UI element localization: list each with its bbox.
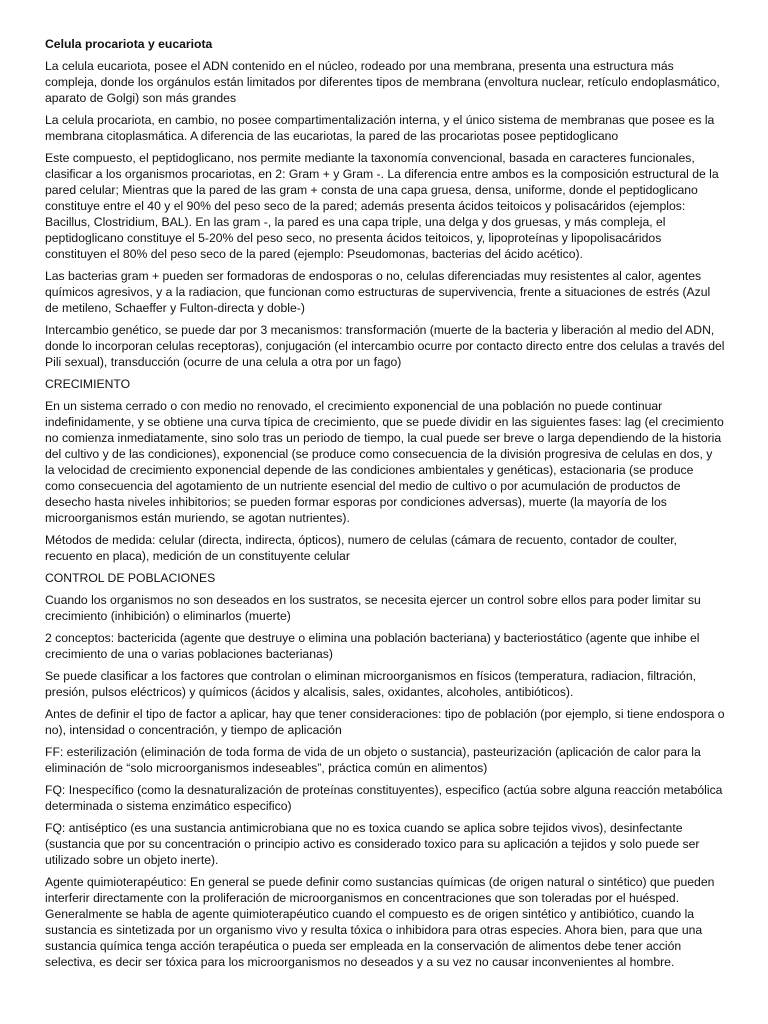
paragraph-peptidoglicano: Este compuesto, el peptidoglicano, nos permite mediante la taxonomía convencional, basada en caracteres funcionales, clasificar a los organismos procariotas, en 2: Gram + y Gram -. La diferencia entre ambos es la composición estructural de la pared celular; Mientras que la pared de las gram + consta de una capa gruesa, densa, uniforme, donde el peptidoglicano constituye entre el 40 y el 90% del peso seco de la pared; además presenta ácidos teitoicos y polisacáridos (ejemplos: Bacillus, Clostridium, BAL). En las gram -, la pared es una capa triple, una delga y dos gruesas, y más compleja, el peptidoglicano constituye el 5-20% del peso seco, no presenta ácidos teitoicos, y, lipoproteínas y lipopolisacáridos constituyen el 80% del peso seco de la pared (ejemplo: Pseudomonas, bacterias del ácido acético).: [45, 151, 719, 261]
paragraph-ff: FF: esterilización (eliminación de toda forma de vida de un objeto o sustancia), pasteurización (aplicación de calor para la eliminación de “solo microorganismos indeseables”, práctica común en alimentos): [45, 745, 701, 775]
paragraph-procariota: La celula procariota, en cambio, no posee compartimentalización interna, y el único sistema de membranas que posee es la membrana citoplasmática. A diferencia de las eucariotas, la pared de las procariotas posee peptidoglicano: [45, 113, 715, 143]
paragraph-consideraciones: Antes de definir el tipo de factor a aplicar, hay que tener consideraciones: tipo de población (por ejemplo, si tiene endospora o no), intensidad o concentración, y tiempo de aplicación: [45, 707, 725, 737]
paragraph-clasificacion-factores: Se puede clasificar a los factores que controlan o eliminan microorganismos en físicos (temperatura, radiacion, filtración, presión, pulsos eléctricos) y químicos (ácidos y alcalisis, sales, oxidantes, alcoholes, antibióticos).: [45, 669, 696, 699]
paragraph-fq-inespecifico: FQ: Inespecífico (como la desnaturalización de proteínas constituyentes), especifico (actúa sobre alguna reacción metabólica determinada o sistema enzimático especifico): [45, 783, 723, 813]
document-title: Celula procariota y eucariota: [45, 37, 213, 51]
section-heading-crecimiento: CRECIMIENTO: [45, 377, 131, 391]
document-page: [45, 36, 725, 976]
paragraph-fq-antiseptico: FQ: antiséptico (es una sustancia antimicrobiana que no es toxica cuando se aplica sobre tejidos vivos), desinfectante (sustancia que por su concentración o principio activo es considerado toxico para su aplicación a tejidos y solo puede ser utilizado sobre un objeto inerte).: [45, 821, 700, 867]
paragraph-eucariota: La celula eucariota, posee el ADN contenido en el núcleo, rodeado por una membrana, presenta una estructura más compleja, donde los orgánulos están limitados por diferentes tipos de membrana (envoltura nuclear, retículo endoplasmático, aparato de Golgi) son más grandes: [45, 59, 720, 105]
paragraph-control-organismos: Cuando los organismos no son deseados en los sustratos, se necesita ejercer un control sobre ellos para poder limitar su crecimiento (inhibición) o eliminarlos (muerte): [45, 593, 701, 623]
paragraph-metodos-medida: Métodos de medida: celular (directa, indirecta, ópticos), numero de celulas (cámara de recuento, contador de coulter, recuento en placa), medición de un constituyente celular: [45, 533, 678, 563]
paragraph-conceptos: 2 conceptos: bactericida (agente que destruye o elimina una población bacteriana) y bacteriostático (agente que inhibe el crecimiento de una o varias poblaciones bacterianas): [45, 631, 700, 661]
paragraph-intercambio-genetico: Intercambio genético, se puede dar por 3 mecanismos: transformación (muerte de la bacteria y liberación al medio del ADN, donde lo incorporan celulas receptoras), conjugación (el intercambio ocurre por contacto directo entre dos celulas a través del Pili sexual), transducción (ocurre de una celula a otra por un fago): [45, 323, 725, 369]
paragraph-curva-crecimiento: En un sistema cerrado o con medio no renovado, el crecimiento exponencial de una población no puede continuar indefinidamente, y se obtiene una curva típica de crecimiento, que se puede dividir en las siguientes fases: lag (el crecimiento no comienza inmediatamente, sino solo tras un periodo de tiempo, la cual puede ser breve o larga dependiendo de la historia del cultivo y de las condiciones), exponencial (se produce como consecuencia de la división progresiva de celulas en dos, y la velocidad de crecimiento exponencial depende de las condiciones ambientales y genéticas), estacionaria (se produce como consecuencia del agotamiento de un nutriente esencial del medio de cultivo o por acumulación de productos de desecho hasta niveles inhibitorios; se pueden formar esporas por condiciones adversas), muerte (la mayoría de los microorganismos están muriendo, se agotan nutrientes).: [45, 399, 724, 525]
section-heading-control-poblaciones: CONTROL DE POBLACIONES: [45, 571, 216, 585]
paragraph-agente-quimioterapeutico: Agente quimioterapéutico: En general se puede definir como sustancias químicas (de origen natural o sintético) que pueden interferir directamente con la proliferación de microorganismos en concentraciones que son toleradas por el huésped. Generalmente se habla de agente quimioterapéutico cuando el compuesto es de origen sintético y antibiótico, cuando la sustancia es sintetizada por un organismo vivo y resulta tóxica o inhibidora para otras especies. Ahora bien, para que una sustancia química tenga acción terapéutica o pueda ser empleada en la conservación de alimentos debe tener acción selectiva, es decir ser tóxica para los microorganismos no deseados y a su vez no causar inconvenientes al hombre.: [45, 875, 715, 969]
paragraph-endosporas: Las bacterias gram + pueden ser formadoras de endosporas o no, celulas diferenciadas muy resistentes al calor, agentes químicos agresivos, y a la radiacion, que funcionan como estructuras de supervivencia, frente a situaciones de estrés (Azul de metileno, Schaeffer y Fulton-directa y doble-): [45, 269, 711, 315]
